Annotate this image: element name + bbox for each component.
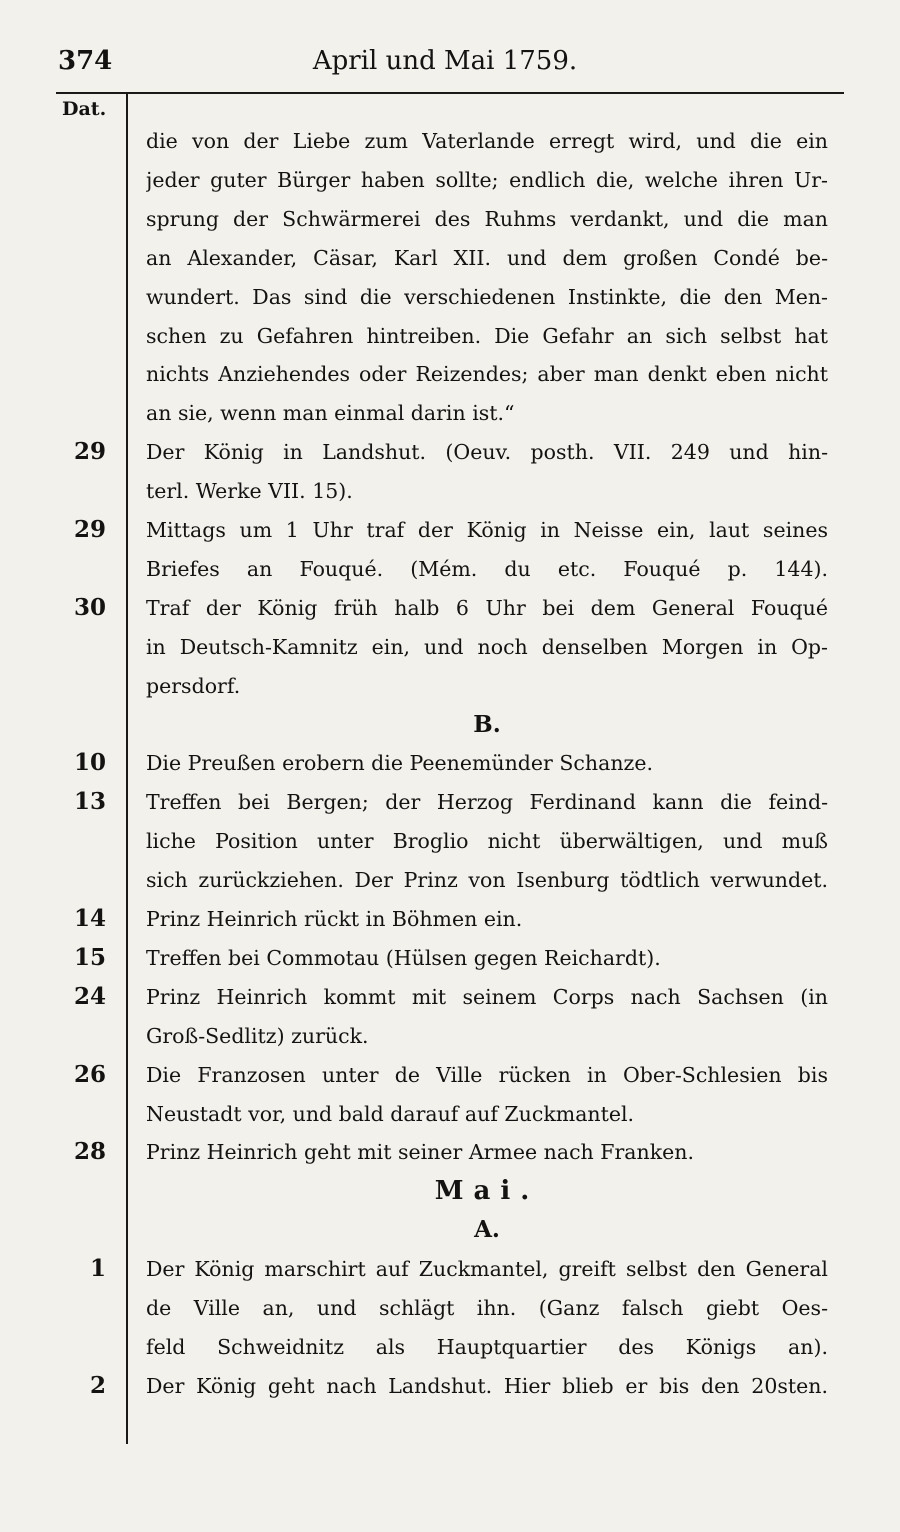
entry-text: persdorf. bbox=[146, 673, 241, 698]
entry-text: schen zu Gefahren hintreiben. Die Gefahr an sich selbst hat bbox=[146, 323, 828, 348]
page-number: 374 bbox=[58, 46, 113, 76]
entry-date: 13 bbox=[73, 788, 106, 816]
chronicle-line bbox=[0, 782, 900, 822]
chronicle-line bbox=[0, 899, 900, 939]
entry-text: Treffen bei Bergen; der Herzog Ferdinand kann die feind- bbox=[146, 790, 828, 815]
entry-date: 30 bbox=[73, 593, 106, 621]
date-column-label: Dat. bbox=[62, 98, 107, 120]
chronicle-line bbox=[0, 1132, 900, 1172]
chronicle-line bbox=[0, 471, 900, 511]
entry-text: Prinz Heinrich kommt mit seinem Corps nach Sachsen (in bbox=[146, 984, 828, 1009]
chronicle-line bbox=[0, 743, 900, 783]
entry-text: Die Franzosen unter de Ville rücken in Ober-Schlesien bis bbox=[146, 1062, 828, 1087]
entry-text: Treffen bei Commotau (Hülsen gegen Reichardt). bbox=[146, 945, 661, 970]
running-title: April und Mai 1759. bbox=[312, 46, 578, 76]
chronicle-line bbox=[0, 1327, 900, 1367]
entry-date: 29 bbox=[73, 438, 106, 466]
entry-text: Briefes an Fouqué. (Mém. du etc. Fouqué p. 144). bbox=[146, 556, 828, 581]
chronicle-line bbox=[0, 393, 900, 433]
entry-text: nichts Anziehendes oder Reizendes; aber man denkt eben nicht bbox=[146, 362, 828, 387]
chronicle-line bbox=[0, 588, 900, 628]
entry-text: wundert. Das sind die verschiedenen Instinkte, die den Men- bbox=[146, 284, 828, 309]
entry-text: liche Position unter Broglio nicht überwältigen, und muß bbox=[146, 829, 828, 854]
section-heading-row bbox=[0, 1210, 900, 1250]
chronicle-line bbox=[0, 160, 900, 200]
entry-text: sich zurückziehen. Der Prinz von Isenburg tödtlich verwundet. bbox=[146, 868, 828, 893]
chronicle-line bbox=[0, 977, 900, 1017]
entry-text: an Alexander, Cäsar, Karl XII. und dem großen Condé be- bbox=[146, 245, 828, 270]
entry-text: terl. Werke VII. 15). bbox=[146, 479, 353, 504]
entry-text: feld Schweidnitz als Hauptquartier des Königs an). bbox=[146, 1334, 828, 1359]
chronicle-line bbox=[0, 277, 900, 317]
section-heading-row bbox=[0, 1171, 900, 1211]
entry-text: jeder guter Bürger haben sollte; endlich die, welche ihren Ur- bbox=[146, 167, 828, 192]
entry-text: Der König marschirt auf Zuckmantel, greift selbst den General bbox=[146, 1257, 828, 1282]
entry-date: 14 bbox=[73, 905, 106, 932]
chronicle-line bbox=[0, 1366, 900, 1406]
page-header bbox=[50, 42, 840, 82]
chronicle-line bbox=[0, 238, 900, 278]
entry-text: Prinz Heinrich rückt in Böhmen ein. bbox=[146, 907, 523, 931]
chronicle-line bbox=[0, 627, 900, 667]
chronicle-line bbox=[0, 1249, 900, 1289]
entry-text: de Ville an, und schlägt ihn. (Ganz falsch giebt Oes- bbox=[146, 1296, 828, 1320]
chronicle-line bbox=[0, 432, 900, 472]
entry-date: 24 bbox=[73, 982, 106, 1010]
entry-date: 29 bbox=[73, 516, 106, 543]
chronicle-line bbox=[0, 549, 900, 589]
section-heading: A. bbox=[474, 1216, 500, 1244]
chronicle-line bbox=[0, 1016, 900, 1056]
entry-text: Neustadt vor, und bald darauf auf Zuckmantel. bbox=[146, 1101, 635, 1126]
entry-text: Groß-Sedlitz) zurück. bbox=[146, 1023, 369, 1048]
chronicle-line bbox=[0, 510, 900, 550]
entry-text: in Deutsch-Kamnitz ein, und noch denselben Morgen in Op- bbox=[146, 634, 828, 659]
chronicle-line bbox=[0, 316, 900, 356]
section-heading: B. bbox=[473, 710, 501, 738]
section-heading-row bbox=[0, 705, 900, 745]
chronicle-line bbox=[0, 1094, 900, 1134]
chronicle-line bbox=[0, 121, 900, 161]
chronicle-line bbox=[0, 199, 900, 239]
header-rule bbox=[56, 92, 844, 94]
entry-date: 10 bbox=[73, 749, 106, 777]
section-heading: Mai. bbox=[434, 1176, 540, 1207]
chronicle-line bbox=[0, 666, 900, 706]
entry-date: 1 bbox=[89, 1255, 106, 1283]
entry-text: sprung der Schwärmerei des Ruhms verdankt, und die man bbox=[146, 206, 828, 231]
chronicle-line bbox=[0, 1288, 900, 1328]
chronicle-line bbox=[0, 1055, 900, 1095]
chronicle-line bbox=[0, 938, 900, 978]
entry-text: Der König in Landshut. (Oeuv. posth. VII. 249 und hin- bbox=[146, 440, 828, 465]
chronicle-line bbox=[0, 354, 900, 394]
entry-text: Prinz Heinrich geht mit seiner Armee nach Franken. bbox=[146, 1140, 694, 1165]
entry-text: Mittags um 1 Uhr traf der König in Neisse ein, laut seines bbox=[146, 518, 828, 542]
entry-text: Der König geht nach Landshut. Hier blieb er bis den 20sten. bbox=[146, 1373, 828, 1398]
entry-date: 28 bbox=[73, 1138, 106, 1166]
chronicle-line bbox=[0, 821, 900, 861]
entry-date: 2 bbox=[89, 1371, 106, 1399]
entry-date: 26 bbox=[73, 1060, 106, 1088]
entry-date: 15 bbox=[73, 943, 106, 971]
chronicle-line bbox=[0, 860, 900, 900]
entry-text: Traf der König früh halb 6 Uhr bei dem General Fouqué bbox=[146, 595, 828, 620]
entry-text: Die Preußen erobern die Peenemünder Schanze. bbox=[146, 751, 653, 776]
entry-text: an sie, wenn man einmal darin ist.“ bbox=[146, 401, 515, 426]
entry-text: die von der Liebe zum Vaterlande erregt wird, und die ein bbox=[146, 129, 828, 153]
